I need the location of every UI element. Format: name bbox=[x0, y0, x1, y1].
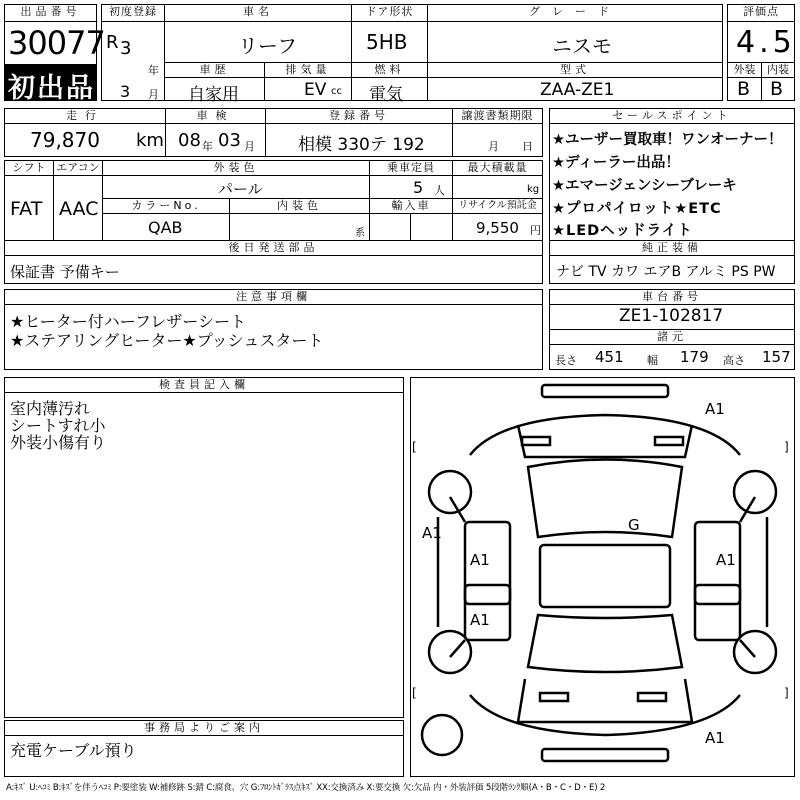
mileage: 79,870 bbox=[30, 128, 100, 152]
bracket-left-top: [ bbox=[412, 440, 417, 454]
wheel-front-right bbox=[734, 471, 776, 513]
legend: A:ｷｽﾞ U:ﾍｺﾐ B:ｷｽﾞを伴うﾍｺﾐ P:要塗装 W:補修跡 S:錆 C:腐食、穴 G:ﾌﾛﾝﾄｶﾞﾗｽ点ｷｽﾞ XX:交換済み X:要交換 欠:欠品 内・外装評価 5段階ﾗﾝｸ順(A・B・C・D・E) 2 bbox=[6, 783, 606, 793]
max-load-unit: kg bbox=[527, 184, 540, 195]
first-registration-label: 初度登録 bbox=[101, 4, 165, 22]
model: ZAA-ZE1 bbox=[540, 80, 615, 100]
chassis-number-label: 車台番号 bbox=[549, 289, 795, 305]
hood bbox=[518, 425, 692, 457]
sales-points-label: セールスポイント bbox=[549, 108, 795, 124]
interior-label: 内装 bbox=[761, 62, 795, 78]
history: 自家用 bbox=[188, 85, 239, 105]
sales-point-4: ★プロパイロット★ETC bbox=[552, 201, 722, 217]
notes-label: 注意事項欄 bbox=[4, 289, 543, 305]
exterior-rating: B bbox=[737, 78, 751, 100]
sales-point-3: ★エマージェンシーブレーキ bbox=[552, 178, 737, 194]
inspection-year-unit: 年 bbox=[202, 140, 213, 153]
wheel-rear-right bbox=[734, 631, 776, 673]
right-rear-door bbox=[695, 585, 740, 640]
office-note: 充電ケーブル預り bbox=[10, 741, 137, 760]
model-label: 型式 bbox=[427, 62, 723, 78]
interior-color-box bbox=[229, 213, 370, 241]
exterior-label: 外装 bbox=[727, 62, 762, 78]
capacity: 5 bbox=[413, 178, 424, 197]
mark-bottom-right: A1 bbox=[705, 729, 725, 747]
year-unit: 年 bbox=[148, 64, 159, 77]
exterior-color-label: 外装色 bbox=[102, 160, 370, 176]
note-1: ★ヒーター付ハーフレザーシート bbox=[10, 312, 246, 331]
bracket-left-bottom: [ bbox=[412, 686, 417, 700]
exterior-color: パール bbox=[218, 180, 263, 198]
grade: ニスモ bbox=[552, 34, 612, 58]
color-number-label: カラーNo. bbox=[102, 198, 230, 214]
front-bumper bbox=[542, 385, 668, 397]
office-label: 事務局よりご案内 bbox=[4, 720, 404, 736]
ac: AAC bbox=[59, 198, 99, 220]
month-unit: 月 bbox=[148, 88, 159, 101]
recycle-unit: 円 bbox=[530, 224, 541, 237]
shift: FAT bbox=[10, 198, 43, 220]
height-label: 高さ bbox=[723, 354, 745, 367]
car-name-label: 車名 bbox=[164, 4, 352, 22]
sales-point-5: ★LEDヘッドライト bbox=[552, 223, 693, 239]
interior-color-label: 内装色 bbox=[229, 198, 370, 214]
mileage-label: 走行 bbox=[4, 108, 166, 124]
displacement: EV bbox=[304, 80, 327, 100]
grade-label: グレード bbox=[427, 4, 723, 22]
headlight-right bbox=[655, 437, 683, 445]
body-front-outline bbox=[470, 415, 740, 455]
mark-top-right: A1 bbox=[705, 400, 725, 418]
shift-label: シフト bbox=[4, 160, 54, 176]
length-label: 長さ bbox=[555, 354, 577, 367]
rear-bumper bbox=[542, 749, 668, 761]
bracket-right-bottom: ] bbox=[784, 686, 789, 700]
displacement-unit: cc bbox=[331, 86, 342, 97]
car-name: リーフ bbox=[238, 34, 297, 58]
mark-front-left: A1 bbox=[422, 524, 442, 542]
sales-point-2: ★ディーラー出品！ bbox=[552, 155, 680, 171]
width-label: 幅 bbox=[647, 354, 658, 367]
wheel-front-left bbox=[429, 471, 471, 513]
displacement-label: 排気量 bbox=[264, 62, 352, 78]
first-listing-text: 初出品 bbox=[8, 73, 95, 104]
import-box bbox=[369, 213, 453, 241]
spare-wheel bbox=[422, 715, 462, 755]
note-2: ★ステアリングヒーター★プッシュスタート bbox=[10, 331, 324, 350]
roof bbox=[540, 545, 670, 607]
ac-label: エアコン bbox=[53, 160, 103, 176]
capacity-unit: 人 bbox=[434, 184, 445, 197]
rear-window bbox=[528, 615, 682, 672]
color-number: QAB bbox=[148, 218, 183, 237]
bracket-right-top: ] bbox=[784, 440, 789, 454]
height: 157 bbox=[762, 348, 791, 366]
lot-number: 30077 bbox=[8, 24, 105, 62]
registration-month: 3 bbox=[120, 82, 131, 101]
mark-windshield: G bbox=[628, 516, 640, 534]
score: 4.5 bbox=[736, 25, 796, 60]
capacity-label: 乗車定員 bbox=[369, 160, 453, 176]
width: 179 bbox=[680, 348, 709, 366]
registration-year: 3 bbox=[120, 38, 132, 59]
windshield bbox=[528, 460, 682, 538]
mark-left-front-door: A1 bbox=[470, 551, 490, 569]
length: 451 bbox=[595, 348, 624, 366]
score-label: 評価点 bbox=[727, 4, 795, 22]
equipment-label: 純正装備 bbox=[549, 240, 795, 256]
max-load-label: 最大積載量 bbox=[452, 160, 543, 176]
mark-left-rear-door: A1 bbox=[470, 611, 490, 629]
import-label: 輸入車 bbox=[369, 198, 453, 214]
transfer-deadline-label: 譲渡書類期限 bbox=[452, 108, 543, 124]
body-rear-outline bbox=[470, 695, 740, 735]
inspection-label: 車検 bbox=[165, 108, 266, 124]
import-divider bbox=[410, 213, 411, 241]
door-label: ドア形状 bbox=[351, 4, 428, 22]
equipment: ナビ TV カワ エアB アルミ PS PW bbox=[556, 264, 776, 280]
fuel-label: 燃料 bbox=[351, 62, 428, 78]
era: R bbox=[106, 32, 119, 53]
taillight-left bbox=[540, 693, 568, 701]
recycle-label: リサイクル預託金 bbox=[452, 198, 543, 214]
mark-right-front-door: A1 bbox=[716, 551, 736, 569]
lot-number-label: 出品番号 bbox=[4, 4, 97, 22]
specs-label: 諸元 bbox=[549, 329, 795, 345]
transfer-month: 月 bbox=[488, 140, 499, 153]
mileage-unit: km bbox=[136, 130, 164, 151]
sales-point-1: ★ユーザー買取車！ワンオーナー！ bbox=[552, 132, 783, 148]
inspection-year: 08 bbox=[178, 130, 201, 151]
wheel-rear-left bbox=[429, 631, 471, 673]
inspection-month-unit: 月 bbox=[244, 140, 255, 153]
door-type: 5HB bbox=[366, 30, 408, 54]
interior-color-unit: 系 bbox=[355, 228, 365, 239]
inspector-line-1: 室内薄汚れ bbox=[10, 399, 91, 418]
registration-number: 相模 330テ 192 bbox=[298, 135, 425, 155]
inspector-line-3: 外装小傷有り bbox=[10, 433, 107, 452]
car-diagram bbox=[410, 377, 795, 777]
history-label: 車歴 bbox=[164, 62, 265, 78]
transfer-day: 日 bbox=[522, 140, 533, 153]
recycle-fee: 9,550 bbox=[476, 219, 519, 237]
headlight-left bbox=[522, 437, 550, 445]
fuel: 電気 bbox=[369, 85, 403, 105]
taillight-right bbox=[638, 693, 666, 701]
inspection-month: 03 bbox=[218, 130, 241, 151]
interior-rating: B bbox=[770, 78, 784, 100]
inspector-label: 検査員記入欄 bbox=[4, 377, 404, 393]
later-parts-label: 後日発送部品 bbox=[4, 240, 543, 256]
later-parts: 保証書 予備キー bbox=[10, 263, 120, 281]
specs-box bbox=[549, 344, 795, 370]
chassis-number: ZE1-102817 bbox=[619, 306, 724, 326]
registration-number-label: 登録番号 bbox=[265, 108, 453, 124]
inspector-line-2: シートすれ小 bbox=[10, 416, 106, 435]
